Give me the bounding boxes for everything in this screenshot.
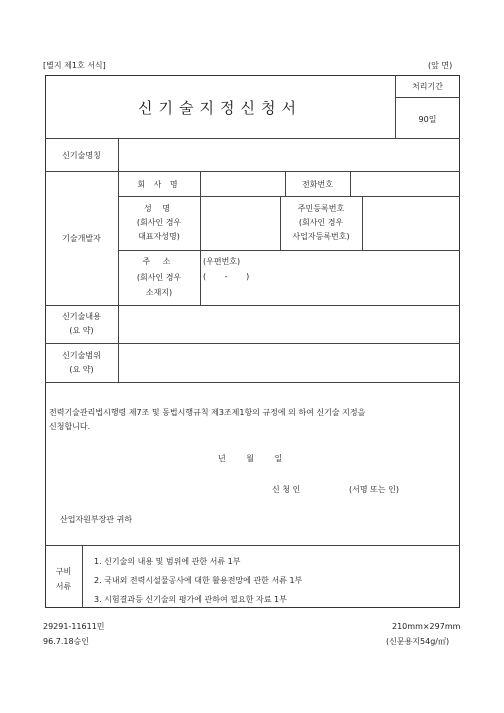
divider (395, 97, 460, 98)
form-title: 신기술지정신청서 (138, 99, 302, 117)
front-side-label: (앞 면) (428, 61, 453, 70)
id-label-line: 주민등록번호 (297, 204, 345, 213)
address-field[interactable] (201, 251, 459, 304)
processing-period-label: 처리기간 (412, 82, 443, 91)
name-label-line: 성 명 (144, 204, 174, 213)
tech-scope-line: 신기술범위 (62, 351, 101, 360)
divider (45, 382, 460, 383)
addressee: 산업자원부장관 귀하 (60, 515, 133, 524)
id-number-field[interactable] (363, 197, 459, 249)
document-item: 2. 국내외 전력시설물공사에 대한 활용전망에 관한 서류 1부 (94, 576, 303, 585)
phone-field[interactable] (351, 172, 459, 195)
tech-content-field[interactable] (119, 306, 459, 342)
required-documents-line: 서류 (55, 582, 72, 591)
tech-content-label (45, 311, 118, 336)
company-name-label: 회 사 명 (137, 180, 181, 189)
address-label-line: 소재지) (145, 288, 173, 297)
id-label-line: (회사인 경우 (298, 218, 344, 227)
divider (45, 545, 460, 546)
applicant-label: 신 청 인 (272, 485, 301, 494)
statement-line: 신청합니다. (49, 422, 91, 431)
form-code: 29291-11611민 (43, 622, 105, 631)
postal-line: ( - ) (203, 272, 258, 281)
document-item: 3. 시험결과등 신기술의 평가에 관하여 필요한 자료 1부 (94, 595, 287, 604)
name-label (118, 203, 200, 242)
required-documents-label (45, 566, 82, 592)
id-label-line: 사업자등록번호) (292, 232, 350, 241)
developer-label: 기술개발자 (62, 234, 101, 243)
tech-scope-label (45, 350, 118, 375)
tech-content-line: (요 약) (69, 326, 94, 335)
address-label-line: 주 소 (142, 257, 176, 266)
name-label-line: 대표자성명) (138, 232, 180, 241)
phone-label: 전화번호 (302, 180, 333, 189)
name-field[interactable] (201, 197, 279, 249)
company-name-field[interactable] (201, 172, 284, 195)
statement-line: 전력기술관리법시행령 제7조 및 동법시행규칙 제3조제1항의 규정에 의 하여 신기술 지정을 (49, 408, 366, 417)
form-number: [별지 제1호 서식] (43, 61, 106, 70)
tech-scope-field[interactable] (119, 344, 459, 381)
address-label (118, 256, 200, 298)
tech-name-field[interactable] (119, 139, 459, 170)
tech-name-label: 신기술명칭 (62, 151, 101, 160)
name-label-line: (회사인 경우 (136, 218, 182, 227)
document-item: 1. 신기술의 내용 및 범위에 관한 서류 1부 (94, 557, 241, 566)
divider (82, 545, 83, 608)
tech-scope-line: (요 약) (69, 365, 94, 374)
required-documents-line: 구비 (55, 567, 72, 576)
id-number-label (280, 203, 362, 242)
address-label-line: (회사인 경우 (136, 273, 182, 282)
approval-date: 96.7.18승인 (43, 637, 89, 646)
applicant-field[interactable] (312, 480, 346, 496)
postal-line: (우편번호) (203, 257, 241, 266)
processing-period-value: 90일 (418, 115, 437, 124)
paper-size: 210mm×297mm (392, 622, 461, 631)
paper-type: (신문용지54g/㎡) (386, 637, 450, 646)
tech-content-line: 신기술내용 (62, 312, 101, 321)
signature-label: (서명 또는 인) (349, 485, 399, 494)
application-date: 년 월 일 (218, 454, 283, 463)
